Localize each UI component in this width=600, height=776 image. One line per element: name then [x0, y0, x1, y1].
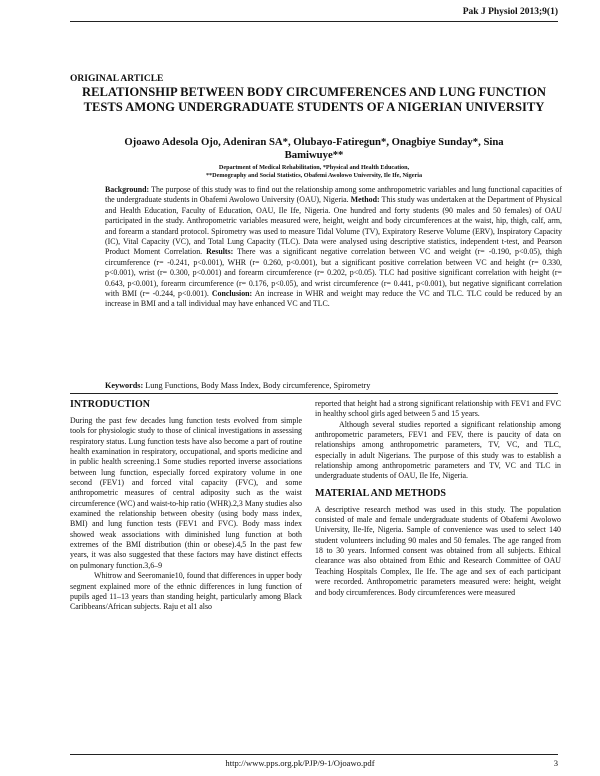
abstract-rule: [70, 393, 558, 394]
conclusion-text: An increase in WHR and weight may reduce the VC and TLC. TLC could be reduced by an increase in BMI and a tall individual may have enhanced VC and TLC.: [105, 289, 562, 309]
affiliation-line: **Demography and Social Statistics, Obafemi Awolowo University, Ile Ife, Nigeria: [205, 172, 423, 179]
journal-citation: Pak J Physiol 2013;9(1): [462, 7, 558, 17]
intro-paragraph-4: Although several studies reported a significant relationship among anthropometric parameters, FEV1 and FEV, there is paucity of data on relationships among anthropometric parameters, TV, VC, and TLC, especially in adult Nigerians. The purpose of this study was to establish a relationship among anthropometric parameters and TV, VC and TLC in undergraduate students of OAU, Ile Ife, Nigeria.: [315, 419, 561, 481]
footer-rule: [70, 754, 558, 755]
footer-url[interactable]: http://www.pps.org.pk/PJP/9-1/Ojoawo.pdf: [225, 758, 375, 768]
paper-title: RELATIONSHIP BETWEEN BODY CIRCUMFERENCES AND LUNG FUNCTION TESTS AMONG UNDERGRADUATE STUDENTS OF A NIGERIAN UNIVERSITY: [82, 85, 546, 114]
intro-paragraph-3: reported that height had a strong significant relationship with FEV1 and FVC in healthy school girls aged between 5 and 15 years.: [315, 399, 561, 419]
header-rule: [70, 21, 558, 22]
keywords-text: Lung Functions, Body Mass Index, Body circumference, Spirometry: [145, 381, 371, 390]
methods-paragraph-1: A descriptive research method was used in this study. The population consisted of male and female undergraduate students of Obafemi Awolowo University, Ile-Ife, Nigeria. Sample of convenience was used to select 140 student volunteers including 90 males and 50 females. The age ranged from 18 to 30 years. Informed consent was obtained from all subjects. Ethical clearance was also obtained from Ethic and Research Committee of OAU Teaching Hospitals Complex, Ile Ife. The age and sex of each participant were recorded. Anthropometric parameters measured were: height, weight and body circumferences. Body circumferences were measured: [315, 504, 561, 597]
article-type: ORIGINAL ARTICLE: [70, 74, 164, 84]
intro-paragraph-1: During the past few decades lung function tests evolved from simple tools for physiologic study to those of clinical investigations in assessing respiratory status. Lung function tests have also become a part of routine health examination in respiratory, occupational, and sports medicine and in public health screening.1 Some studies reported inverse associations between lung function, especially forced expiratory volume in one second (FEV1) and forced vital capacity (FVC), and some anthropometric measures of central adiposity such as the waist circumference (WC) and waist-to-hip ratio (WHR).2,3 Many studies also examined the relationship between obesity (using body mass index, BMI) and lung function tests (FEV1 and FVC). Body mass index showed weak associations with diminished lung function at both extremes of the BMI distribution (thin or obese).4,5 In the past few years, it was also suggested that these factors may have distinct effects on pulmonary function.3,6–9: [70, 416, 302, 570]
page-number: 3: [553, 758, 558, 768]
left-column: [70, 399, 302, 613]
affiliation-line: Department of Medical Rehabilitation, *Physical and Health Education,: [218, 164, 410, 171]
abstract: [105, 185, 562, 310]
introduction-heading: INTRODUCTION: [70, 399, 151, 410]
method-label: Method:: [350, 195, 380, 205]
results-text: There was a significant negative correlation between VC and weight (r= -0.190, p<0.05), thigh circumference (r= -0.241, p<0.001), WHR (r= 0.260, p<0.001), but a significant positive correlation between VC and height (r= 0.330, p<0.001), wrist (r= 0.300, p<0.001) and forearm circumference (r= 0.202, p<0.05). TLC had positive significant correlation with height (r= 0.643, p<0.001), forearm circumference (r= 0.176, p<0.05), and wrist circumference (r= 0.441, p<0.001), but negative significant correlation with BMI (r= -0.244, p<0.001).: [105, 247, 562, 299]
methods-heading: MATERIAL AND METHODS: [315, 487, 446, 499]
affiliations: [70, 164, 558, 180]
method-text: This study was undertaken at the Department of Physical and Health Education, Faculty of Education, OAU, Ile Ife, Nigeria. One hundred and forty students (90 males and 50 females) of OAU participated in the study. Anthropometric variables measured were, height, weight and body circumferences at the waist, hip, thigh, calf, arm, and forearm a standard protocol. Spirometry was used to measure Tidal Volume (TV), Expiratory Reserve Volume (ERV), Inspiratory Capacity (IC), Vital Capacity (VC), and Total Lung Capacity (TLC). Data were analysed using descriptive statistics, independent t-test, and Pearson Product Moment Correlation.: [105, 195, 563, 257]
results-label: Results:: [206, 247, 234, 257]
background-text: The purpose of this study was to find out the relationship among some anthropometric variables and lung functional capacities of the undergraduate students in Obafemi Awolowo University (OAU), Nigeria.: [105, 185, 562, 205]
keywords-label: Keywords:: [105, 381, 144, 390]
right-column: [315, 399, 561, 598]
intro-paragraph-2: Whitrow and Seeromanie10, found that differences in upper body segment explained more of the ethnic differences in lung function of pupils aged 11–13 years than standing height, particularly among Black Caribbeans/African subjects. Raju et al1 also: [70, 571, 302, 612]
author-list: Ojoawo Adesola Ojo, Adeniran SA*, Olubayo-Fatiregun*, Onagbiye Sunday*, Sina Bamiwuye**: [124, 136, 504, 161]
background-label: Background:: [105, 185, 150, 194]
conclusion-label: Conclusion:: [211, 289, 253, 299]
keywords: [105, 381, 562, 390]
